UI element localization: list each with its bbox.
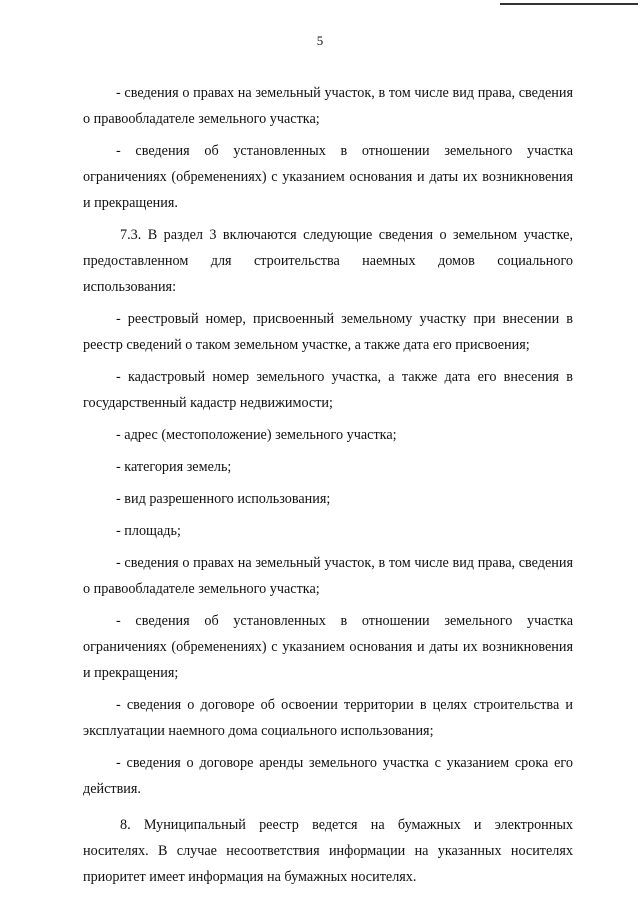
list-item-restrictions: - сведения об установленных в отношении земельного участка ограничениях (обременениях) с указанием основания и даты их возникновения и прекращения; <box>83 613 573 681</box>
list-item-rights: - сведения о правах на земельный участок, в том числе вид права, сведения о правообладателе земельного участка; <box>83 555 573 597</box>
paragraph-restrictions: - сведения об установленных в отношении земельного участка ограничениях (обременениях) с указанием основания и даты их возникновения и прекращения. <box>83 143 573 211</box>
section-7-3-heading: 7.3. В раздел 3 включаются следующие сведения о земельном участке, предоставленном для строительства наемных домов социального использования: <box>83 227 573 295</box>
list-item-registry-number: - реестровый номер, присвоенный земельному участку при внесении в реестр сведений о таком земельном участке, а также дата его присвоения; <box>83 311 573 353</box>
page-number: 5 <box>316 33 324 48</box>
list-item-land-category: - категория земель; <box>116 459 232 475</box>
list-item-address: - адрес (местоположение) земельного участка; <box>116 427 397 443</box>
list-item-lease-contract: - сведения о договоре аренды земельного участка с указанием срока его действия. <box>83 755 573 797</box>
section-8-paragraph: 8. Муниципальный реестр ведется на бумажных и электронных носителях. В случае несоответствия информации на указанных носителях приоритет имеет информация на бумажных носителях. <box>83 817 573 885</box>
top-right-rule <box>500 3 638 5</box>
document-body <box>83 80 573 890</box>
list-item-area: - площадь; <box>116 523 181 539</box>
paragraph-rights: - сведения о правах на земельный участок, в том числе вид права, сведения о правообладателе земельного участка; <box>83 85 573 127</box>
list-item-permitted-use: - вид разрешенного использования; <box>116 491 331 507</box>
list-item-cadastral-number: - кадастровый номер земельного участка, а также дата его внесения в государственный кадастр недвижимости; <box>83 369 573 411</box>
list-item-development-contract: - сведения о договоре об освоении территории в целях строительства и эксплуатации наемного дома социального использования; <box>83 697 573 739</box>
